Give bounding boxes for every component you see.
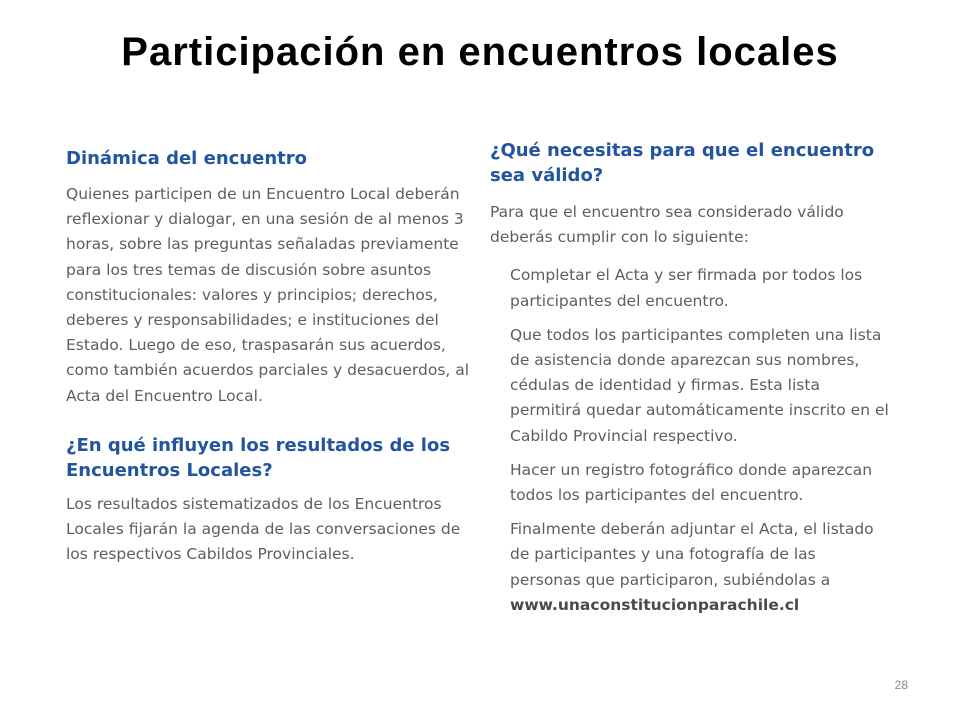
- heading-dynamics: Dinámica del encuentro: [66, 148, 307, 169]
- requirement-item: Que todos los participantes completen una lista de asistencia donde aparezcan sus nombres, cédulas de identidad y firmas. Esta lista permitirá quedar automáticamente inscrito en el Cabildo Provincial respectivo.: [510, 325, 889, 445]
- website-link[interactable]: www.unaconstitucionparachile.cl: [510, 595, 800, 614]
- final-requirement-text: Finalmente deberán adjuntar el Acta, el listado de participantes y una fotografía de las personas que participaron, subiéndolas a: [510, 520, 874, 589]
- right-column: [490, 138, 890, 627]
- requirement-item: Hacer un registro fotográfico donde aparezcan todos los participantes del encuentro.: [510, 460, 873, 505]
- heading-influence: ¿En qué influyen los resultados de los Encuentros Locales?: [66, 434, 451, 481]
- requirements-intro: Para que el encuentro sea considerado válido deberás cumplir con lo siguiente:: [490, 203, 844, 247]
- heading-requirements: ¿Qué necesitas para que el encuentro sea válido?: [490, 140, 875, 186]
- requirement-item: Completar el Acta y ser firmada por todos los participantes del encuentro.: [510, 266, 863, 310]
- slide-title: Participación en encuentros locales: [121, 30, 839, 74]
- page-number: 28: [894, 678, 908, 692]
- requirements-list: [490, 263, 890, 618]
- influence-paragraph: Los resultados sistematizados de los Encuentros Locales fijarán la agenda de las conversaciones de los respectivos Cabildos Provinciales.: [66, 494, 461, 564]
- left-column: [66, 146, 476, 567]
- requirement-item-final: [510, 517, 890, 618]
- dynamics-paragraph: Quienes participen de un Encuentro Local deberán reflexionar y dialogar, en una sesión de al menos 3 horas, sobre las preguntas señaladas previamente para los tres temas de discusión sobre asuntos constitucionales: valores y principios; derechos, deberes y responsabilidades; e instituciones del Estado. Luego de eso, traspasarán sus acuerdos, como también acuerdos parciales y desacuerdos, al Acta del Encuentro Local.: [66, 185, 470, 405]
